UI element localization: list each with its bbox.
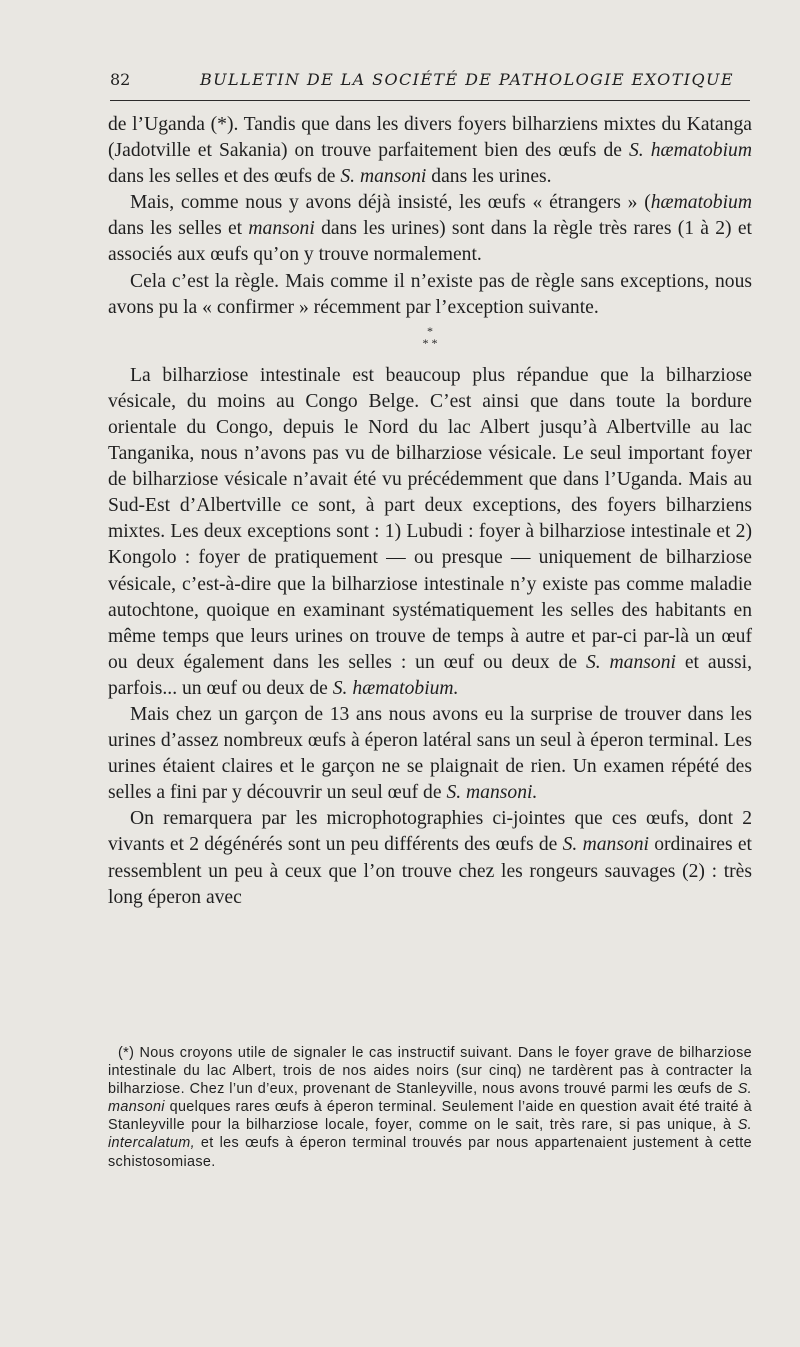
paragraph [108,702,752,806]
text-run: dans les urines) sont dans la règle très rares (1 à 2) et associés aux œufs qu’on y trouve normalement. [108,218,752,266]
page-number: 82 [110,70,131,89]
italic-text: mansoni [248,218,315,240]
paragraph [108,806,752,910]
italic-text: hæmatobium [650,192,752,214]
paragraph [108,269,752,321]
italic-text: S. mansoni. [446,782,538,804]
italic-text: S. hæmatobium. [332,677,459,699]
text-run: Cela c’est la règle. Mais comme il n’existe pas de règle sans exceptions, nous avons pu la « confirmer » récemment par l’exception suivante. [108,270,752,318]
italic-text: S. mansoni [108,1081,752,1116]
italic-text: S. mansoni [585,651,676,673]
text-run: dans les selles et [108,218,249,240]
text-run: On remarquera par les microphotographies ci-jointes que ces œufs, dont 2 vivants et 2 dégénérés sont un peu différents des œufs de [108,808,752,856]
section-separator [108,325,752,349]
italic-text: S. hæmatobium [629,140,752,162]
separator-bottom: * * [422,335,438,350]
footnote-paragraph [108,1044,752,1171]
italic-text: S. mansoni [340,166,427,188]
text-run: dans les selles et des œufs de [108,166,341,188]
text-run: (*) Nous croyons utile de signaler le cas instructif suivant. Dans le foyer grave de bilharziose intestinale du lac Albert, trois de nos aides noirs (sur cinq) ne tardèrent pas à contracter la bilharziose. Chez l’un d’eux, provenant de Stanleyville, nous avons trouvé parmi les œufs de [108,1045,752,1098]
italic-text: S. mansoni [562,834,649,856]
page-header [110,64,750,94]
running-title: BULLETIN DE LA SOCIÉTÉ DE PATHOLOGIE EXOTIQUE [200,70,734,89]
italic-text: S. intercalatum, [108,1117,752,1152]
footnote [108,1044,752,1171]
text-run: Mais chez un garçon de 13 ans nous avons eu la surprise de trouver dans les urines d’assez nombreux œufs à éperon latéral sans un seul à éperon terminal. Les urines étaient claires et le garçon ne se plaignait de rien. Un examen répété des selles a fini par y découvrir un seul œuf de [108,703,752,804]
body-text [108,112,752,911]
paragraph [108,190,752,268]
text-run: dans les urines. [426,166,552,188]
paragraph [108,363,752,702]
text-run: de l’Uganda (*). Tandis que dans les divers foyers bilharziens mixtes du Katanga (Jadotville et Sakania) on trouve parfaitement bien des œufs de [108,114,752,162]
text-run: La bilharziose intestinale est beaucoup plus répandue que la bilharziose vésicale, du moins au Congo Belge. C’est ainsi que dans toute la bordure orientale du Congo, depuis le Nord du lac Albert jusqu’à Albertville au lac Tanganika, nous n’avons pas vu de bilharziose vésicale. Le seul important foyer de bilharziose vésicale n’avait été vu précédemment que dans l’Uganda. Mais au Sud-Est d’Albertville ce sont, à part deux exceptions, des foyers bilharziens mixtes. Les deux exceptions sont : 1) Lubudi : foyer à bilharziose intestinale et 2) Kongolo : foyer de pratiquement — ou presque — uniquement de bilharziose vésicale, c’est-à-dire que la bilharziose intestinale n’y existe pas comme maladie autochtone, quoique en examinant systématiquement les selles des habitants en même temps que leurs urines on trouve de temps à autre et par-ci par-là un œuf ou deux également dans les selles : un œuf ou deux de [108,364,752,673]
text-run: Mais, comme nous y avons déjà insisté, les œufs « étrangers » ( [130,192,651,214]
separator-top: * [427,323,433,338]
text-run: ordinaires et ressemblent un peu à ceux que l’on trouve chez les rongeurs sauvages (2) : très long éperon avec [108,834,752,908]
text-run: et aussi, parfois... un œuf ou deux de [108,651,752,699]
text-run: et les œufs à éperon terminal trouvés par nous appartenaient justement à cette schistosomiase. [108,1135,752,1170]
header-rule [110,100,750,101]
paragraph [108,112,752,190]
text-run: quelques rares œufs à éperon terminal. Seulement l’aide en question avait été traité à Stanleyville pour la bilharziose locale, foyer, comme on le sait, très rare, si pas unique, à [108,1099,752,1134]
